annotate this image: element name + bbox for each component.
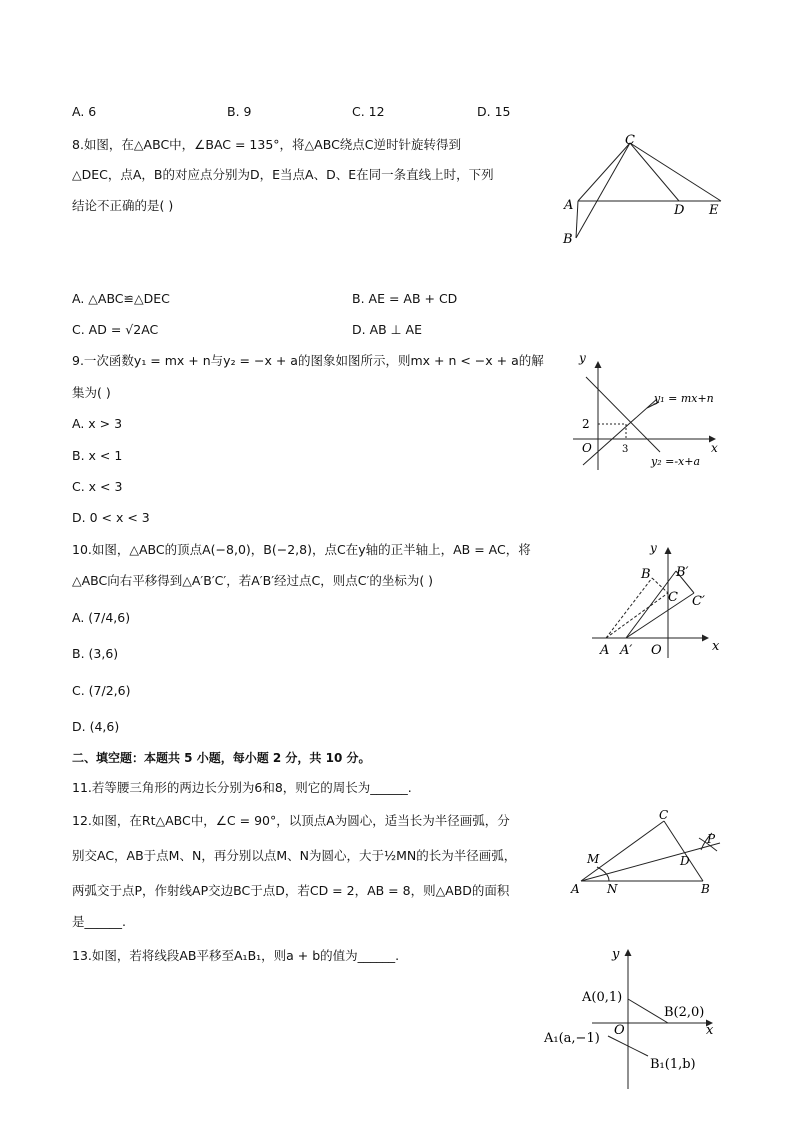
q8-stem-line2: △DEC，点A，B的对应点分别为D，E当点A、D、E在同一条直线上时，下列 — [72, 167, 494, 182]
q12-seg-ac — [581, 821, 664, 881]
q12-stem-line2: 别交AC，AB于点M、N，再分别以点M、N为圆心，大于½MN的长为半径画弧， — [72, 848, 517, 863]
q10-label-a: A — [600, 643, 610, 658]
q12-label-d: D — [680, 854, 690, 868]
q8-option-a: A. △ABC≌△DEC — [72, 291, 170, 306]
q9-line-y2 — [586, 377, 660, 452]
q13-figure — [540, 944, 730, 1094]
q11-stem: 11.若等腰三角形的两边长分别为6和8，则它的周长为______. — [72, 780, 412, 795]
q10-stem-line2: △ABC向右平移得到△A′B′C′，若A′B′经过点C，则点C′的坐标为( ) — [72, 573, 434, 588]
section-2-heading: 二、填空题：本题共 5 小题，每小题 2 分，共 10 分。 — [72, 751, 371, 765]
q10-option-d: D. (4,6) — [72, 719, 120, 734]
q10-label-cp: C′ — [692, 594, 705, 609]
q13-stem: 13.如图，若将线段AB平移至A₁B₁，则a + b的值为______. — [72, 948, 400, 963]
q10-label-b: B — [641, 567, 651, 582]
q8-seg-ce — [630, 143, 721, 201]
q10-figure — [588, 538, 728, 660]
q9-label-3: 3 — [622, 444, 629, 455]
q9-label-y2: y₂ =-x+a — [651, 455, 701, 468]
q9-stem-line1: 9.一次函数y₁ = mx + n与y₂ = −x + a的图象如图所示，则mx + n < −x + a的解 — [72, 353, 544, 368]
q8-seg-ca — [578, 143, 630, 201]
q10-label-origin: O — [651, 643, 662, 658]
q13-label-y: y — [612, 947, 620, 962]
q9-label-2: 2 — [582, 417, 590, 431]
q8-label-a: A — [564, 198, 574, 213]
q8-option-c: C. AD = √2AC — [72, 322, 159, 337]
q8-seg-ab — [576, 201, 578, 238]
q9-stem-line2: 集为( ) — [72, 385, 111, 400]
q12-stem-line4: 是______. — [72, 914, 126, 929]
q13-label-x: x — [706, 1023, 714, 1038]
q9-option-d: D. 0 < x < 3 — [72, 510, 150, 525]
q8-label-c: C — [625, 133, 635, 148]
q12-label-c: C — [659, 808, 669, 822]
q10-option-c: C. (7/2,6) — [72, 683, 131, 698]
q10-label-y: y — [650, 541, 657, 555]
q10-option-b: B. (3,6) — [72, 646, 119, 661]
q12-figure — [565, 805, 730, 897]
q12-stem-line1: 12.如图，在Rt△ABC中，∠C = 90°，以顶点A为圆心，适当长为半径画弧，分 — [72, 813, 510, 828]
q10-stem-line1: 10.如图，△ABC的顶点A(−8,0)，B(−2,8)，点C在y轴的正半轴上，AB = AC，将 — [72, 542, 531, 557]
q13-label-a1: A₁(a,−1) — [544, 1031, 600, 1046]
q13-seg-ab — [628, 999, 668, 1023]
q9-figure — [565, 352, 730, 474]
q9-line-y1 — [583, 399, 657, 465]
q10-label-bp: B′ — [676, 565, 689, 580]
q7-option-d: D. 15 — [477, 104, 511, 119]
q8-option-b: B. AE = AB + CD — [352, 291, 458, 306]
q12-label-m: M — [587, 852, 600, 866]
q9-option-b: B. x < 1 — [72, 448, 123, 463]
q12-label-p: P — [707, 832, 716, 846]
q8-seg-cb — [576, 143, 630, 238]
q12-stem-line3: 两弧交于点P，作射线AP交边BC于点D，若CD = 2，AB = 8，则△ABD的面积 — [72, 883, 510, 898]
q8-seg-cd — [630, 143, 679, 201]
q9-option-a: A. x > 3 — [72, 416, 123, 431]
q13-label-b: B(2,0) — [664, 1005, 705, 1020]
q10-seg-ab — [606, 578, 652, 638]
q12-label-a: A — [571, 882, 580, 896]
q9-label-origin: O — [582, 441, 592, 455]
q10-label-ap: A′ — [620, 643, 633, 658]
q9-label-x: x — [711, 441, 718, 455]
q7-option-b: B. 9 — [227, 104, 252, 119]
q9-option-c: C. x < 3 — [72, 479, 123, 494]
q12-seg-cb — [664, 821, 703, 881]
q8-label-d: D — [674, 203, 685, 218]
q8-stem-line3: 结论不正确的是( ) — [72, 198, 174, 213]
q8-stem-line1: 8.如图，在△ABC中，∠BAC = 135°，将△ABC绕点C逆时针旋转得到 — [72, 137, 462, 152]
q8-label-b: B — [563, 232, 573, 247]
q8-label-e: E — [709, 203, 719, 218]
q9-label-y: y — [579, 352, 586, 365]
q7-option-a: A. 6 — [72, 104, 97, 119]
q7-option-c: C. 12 — [352, 104, 385, 119]
q9-label-y1: y₁ = mx+n — [654, 392, 714, 405]
q13-label-origin: O — [614, 1023, 625, 1038]
q8-option-d: D. AB ⊥ AE — [352, 322, 422, 337]
q12-label-n: N — [607, 882, 618, 896]
q10-label-c: C — [668, 590, 678, 605]
q8-figure — [555, 133, 735, 248]
q13-label-b1: B₁(1,b) — [650, 1057, 696, 1072]
q12-label-b: B — [701, 882, 710, 896]
q10-option-a: A. (7/4,6) — [72, 610, 131, 625]
q10-label-x: x — [712, 639, 720, 654]
q13-label-a: A(0,1) — [582, 990, 623, 1005]
